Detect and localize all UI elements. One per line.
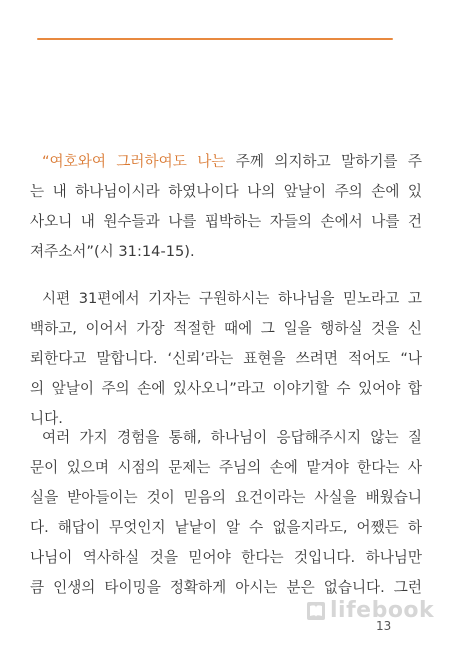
text-line: 사오니 내 원수들과 나를 핍박하는 자들의 손에서 나를 건	[30, 213, 422, 230]
paragraph-quote	[30, 147, 422, 267]
text-line: 여러 가지 경험을 통해, 하나님이 응답해주시지 않는 질	[42, 429, 422, 446]
text-line: 져주소서”(시 31:14-15).	[30, 243, 195, 260]
paragraph-experience	[30, 423, 422, 603]
highlighted-quote: “여호와여 그러하여도 나는	[42, 153, 226, 170]
text-line: 니다.	[30, 410, 63, 427]
line-rest: 주께 의지하고 말하기를 주	[225, 153, 422, 170]
text-line: 다. 해답이 무엇인지 낱낱이 알 수 없을지라도, 어쨌든 하	[30, 519, 422, 536]
watermark-text: lifebook	[330, 598, 435, 623]
book-icon	[306, 600, 326, 622]
text-line: 의 앞날이 주의 손에 있사오니”라고 이야기할 수 있어야 합	[30, 380, 422, 397]
text-line: 시편 31편에서 기자는 구원하시는 하나님을 믿노라고 고	[42, 290, 422, 307]
text-line: 나님이 역사하실 것을 믿어야 한다는 것입니다. 하나님만	[30, 549, 422, 566]
text-line: 뢰한다고 말합니다. ‘신뢰’라는 표현을 쓰려면 적어도 “나	[30, 350, 422, 367]
text-line	[30, 147, 422, 177]
text-line: 백하고, 이어서 가장 적절한 때에 그 일을 행하실 것을 신	[30, 320, 422, 337]
lifebook-watermark	[306, 598, 434, 623]
text-line: 실을 받아들이는 것이 믿음의 요건이라는 사실을 배웠습니	[30, 489, 422, 506]
paragraph-psalm	[30, 284, 422, 434]
header-rule	[37, 38, 393, 40]
text-line: 는 내 하나님이시라 하였나이다 나의 앞날이 주의 손에 있	[30, 183, 422, 200]
text-line: 큼 인생의 타이밍을 정확하게 아시는 분은 없습니다. 그런	[30, 579, 422, 596]
text-line: 문이 있으며 시점의 문제는 주님의 손에 맡겨야 한다는 사	[30, 459, 422, 476]
page-number: 13	[376, 619, 392, 633]
